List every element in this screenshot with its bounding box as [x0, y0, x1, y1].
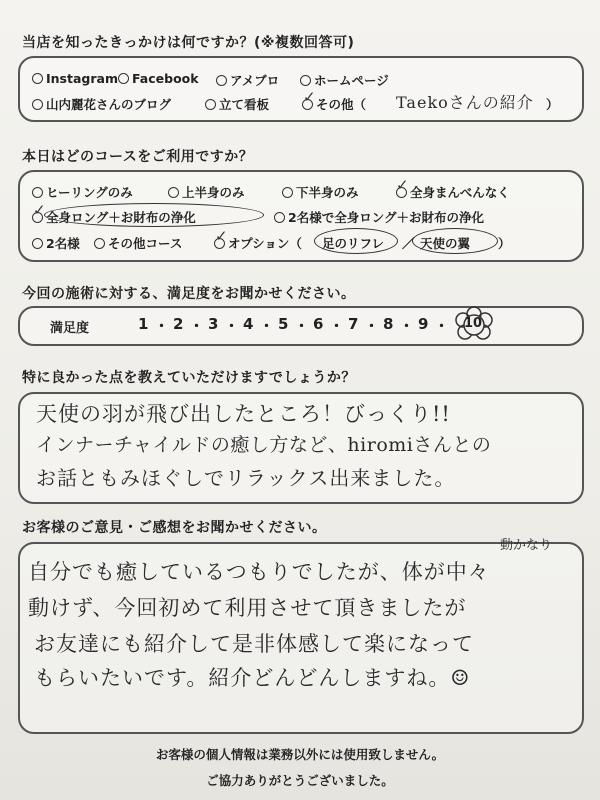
- q5-handwritten-line: 自分でも癒しているつもりでしたが、体が中々: [28, 560, 490, 584]
- scale-value[interactable]: 8: [383, 315, 394, 333]
- q4-handwritten-line: 天使の羽が飛び出したところ！びっくり!!: [36, 402, 451, 426]
- q2-suboption-angel-wings[interactable]: 天使の翼: [420, 236, 471, 251]
- option-circle-icon: [282, 187, 293, 198]
- q5-handwritten-line: お友達にも紹介して是非体感して楽になって: [34, 632, 474, 656]
- scale-value-selected[interactable]: 10: [464, 316, 483, 331]
- option-circle-icon: [205, 99, 216, 110]
- q4-handwritten-line: お話ともみほぐしでリラックス出来ました。: [36, 466, 456, 490]
- q3-question: 今回の施術に対する、満足度をお聞かせください。: [22, 286, 356, 302]
- q2-option-lower[interactable]: 下半身のみ: [282, 183, 359, 201]
- q2-option-upper[interactable]: 上半身のみ: [168, 183, 245, 201]
- option-circle-icon: [274, 212, 285, 223]
- checkmark-icon: ✓: [33, 201, 46, 219]
- q5-question: お客様のご意見・ご感想をお聞かせください。: [22, 520, 327, 536]
- option-circle-icon: [300, 75, 311, 86]
- q2-option-option[interactable]: オプション（: [214, 234, 302, 252]
- option-circle-icon: [118, 73, 129, 84]
- scale-value[interactable]: 7: [348, 315, 359, 333]
- option-circle-icon: [32, 99, 43, 110]
- option-circle-icon: [94, 238, 105, 249]
- scale-value[interactable]: 6: [313, 315, 324, 333]
- q1-option-blog[interactable]: 山内麗花さんのブログ: [32, 95, 171, 113]
- q2-option-healing[interactable]: ヒーリングのみ: [32, 183, 133, 201]
- q5-handwritten-line: 動けず、今回初めて利用させて頂きましたが: [28, 596, 467, 620]
- q2-option-close: ）: [498, 236, 511, 251]
- scale-value[interactable]: 5: [278, 315, 289, 333]
- checkmark-icon: ✓: [303, 88, 316, 106]
- scale-value[interactable]: 9: [418, 315, 429, 333]
- checkmark-icon: ✓: [215, 227, 228, 245]
- option-circle-icon: [32, 187, 43, 198]
- q1-option-homepage[interactable]: ホームページ: [300, 71, 389, 89]
- q2-question: 本日はどのコースをご利用ですか？: [22, 149, 254, 165]
- q1-option-signboard[interactable]: 立て看板: [205, 95, 269, 113]
- q1-other-handwritten: Taekoさんの紹介: [396, 93, 534, 112]
- selection-circle: [314, 228, 398, 254]
- q1-question: 当店を知ったきっかけは何ですか？(※複数回答可): [22, 35, 355, 51]
- q2-option-other-course[interactable]: その他コース: [94, 234, 182, 252]
- q5-handwritten-insert: 動かなり: [500, 538, 553, 553]
- option-circle-icon: [168, 187, 179, 198]
- option-circle-icon: [32, 238, 43, 249]
- q2-option-long-wallet[interactable]: 全身ロング＋お財布の浄化: [32, 208, 196, 226]
- q2-option-fullbody[interactable]: 全身まんべんなく: [396, 183, 510, 201]
- q1-other-close: ）: [546, 97, 559, 112]
- scale-value[interactable]: 2: [173, 315, 184, 333]
- scale-value[interactable]: 1: [138, 315, 149, 333]
- satisfaction-label: 満足度: [50, 321, 90, 336]
- checkmark-icon: ✓: [396, 176, 409, 194]
- q4-handwritten-line: インナーチャイルドの癒し方など、hiromiさんとの: [36, 434, 492, 456]
- survey-sheet: 当店を知ったきっかけは何ですか？(※複数回答可) Instagram Facebook アメブロ ホームページ 山内麗花さんのブログ 立て看板 その他（ ✓ Taekoさんの紹介 ） 本日はどのコースをご利用ですか？ ヒーリングのみ 上半身のみ 下半身のみ 全身まんべんなく ✓ 全身ロング＋お財布の浄化 ✓ 2名様で全身ロング＋お財布の浄化 2名様 その他コース オプション（ ✓ 足のリフレ ／ 天使の翼 ） 今回の施術に対する、満足度をお聞かせください。 満足度 1 ・ 2 ・ 3 ・ 4 ・ 5 ・ 6 ・ 7 ・ 8 ・ 9 ・ 10 特に良かった点を教えていただけますでしょうか？ 天使の羽が飛び出したところ！びっくり!! インナーチャイルドの癒し方など、hiromiさんとの お話ともみほぐしでリラックス出来ました。 お客様のご意見・ご感想をお聞かせください。 動かなり 自分でも癒しているつもりでしたが、体が中々 動けず、今回初めて利用させて頂きましたが お友達にも紹介して是非体感して楽になって もらいたいです。紹介どんどんしますね。☺ お客様の個人情報は業務以外には使用致しません。 ご協力ありがとうございました。: [0, 0, 600, 800]
- privacy-notice: お客様の個人情報は業務以外には使用致しません。: [155, 747, 445, 762]
- q1-option-other[interactable]: その他（: [302, 95, 366, 113]
- q2-suboption-foot-reflex[interactable]: 足のリフレ: [322, 236, 385, 251]
- selection-circle: [412, 228, 498, 254]
- scale-value[interactable]: 4: [243, 315, 254, 333]
- option-circle-icon: [216, 75, 227, 86]
- q2-option-separator: ／: [402, 236, 415, 251]
- q2-option-pair[interactable]: 2名様: [32, 234, 80, 252]
- thanks-message: ご協力ありがとうございました。: [206, 773, 394, 788]
- q5-handwritten-line: もらいたいです。紹介どんどんしますね。☺: [34, 666, 471, 690]
- option-circle-icon: [32, 73, 43, 84]
- selection-circle: [44, 203, 264, 227]
- q1-option-facebook[interactable]: Facebook: [118, 71, 199, 86]
- q1-option-instagram[interactable]: Instagram: [32, 71, 118, 86]
- q1-option-ameblo[interactable]: アメブロ: [216, 71, 279, 89]
- scale-value[interactable]: 3: [208, 315, 219, 333]
- q2-option-pair-long-wallet[interactable]: 2名様で全身ロング＋お財布の浄化: [274, 208, 484, 226]
- q4-question: 特に良かった点を教えていただけますでしょうか？: [22, 370, 356, 386]
